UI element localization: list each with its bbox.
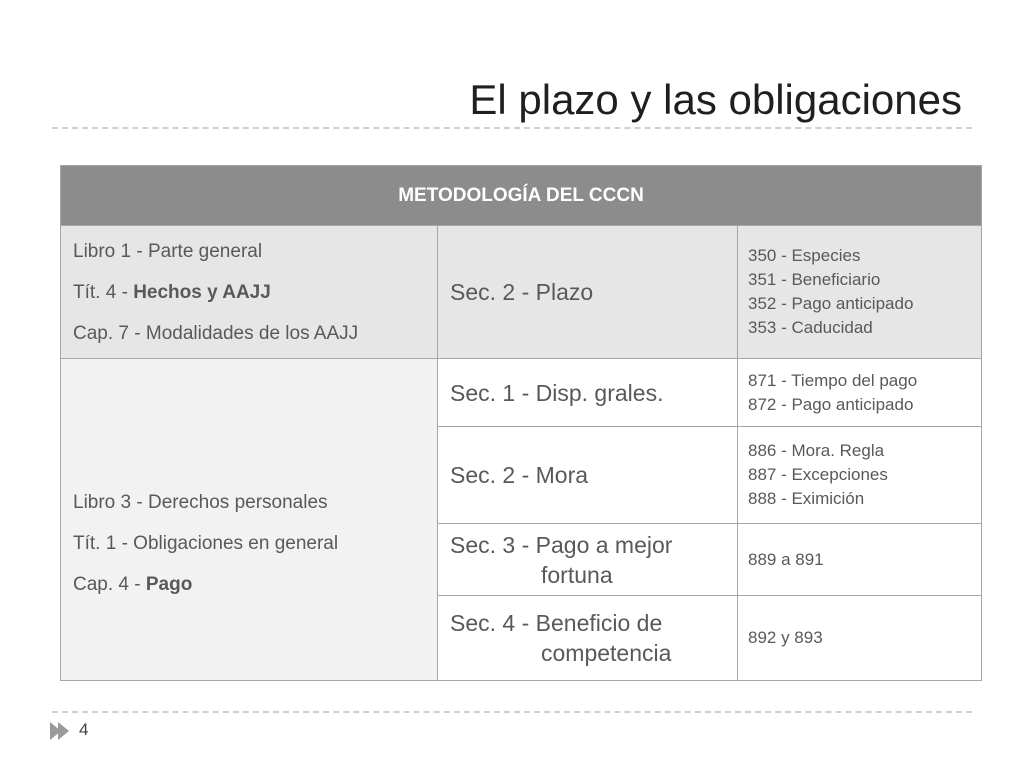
articles-cell	[738, 359, 982, 427]
article-item: 892 y 893	[748, 628, 823, 647]
book3-cell	[61, 359, 438, 681]
top-divider	[52, 127, 972, 129]
article-item: 353 - Caducidad	[748, 318, 873, 337]
section-cell: Sec. 3 - Pago a mejor fortuna	[438, 524, 738, 596]
article-item: 871 - Tiempo del pago	[748, 370, 918, 390]
articles-cell	[738, 226, 982, 359]
article-item: 887 - Excepciones	[748, 465, 888, 484]
article-item: 350 - Especies	[748, 246, 861, 265]
article-item: 889 a 891	[748, 549, 824, 569]
title-label: Tít. 4 - Hechos y AAJJ	[73, 281, 271, 303]
chapter-label: Cap. 4 - Pago	[73, 574, 193, 595]
bottom-divider	[52, 711, 972, 713]
book-label: Libro 3 - Derechos personales	[73, 492, 328, 513]
chevron-right-icon	[58, 722, 69, 740]
page-number: 4	[79, 720, 89, 739]
article-item: 352 - Pago anticipado	[748, 294, 914, 313]
article-item: 872 - Pago anticipado	[748, 394, 914, 414]
articles-cell	[738, 427, 982, 524]
articles-cell	[738, 524, 982, 596]
title-label: Tít. 1 - Obligaciones en general	[73, 533, 339, 554]
article-item: 888 - Eximición	[748, 489, 865, 508]
book1-cell	[61, 226, 438, 359]
section-cell: Sec. 4 - Beneficio de competencia	[438, 596, 738, 681]
table-row	[61, 359, 982, 427]
section-cell: Sec. 1 - Disp. grales.	[438, 359, 738, 427]
table-header-row	[61, 166, 982, 226]
article-item: 886 - Mora. Regla	[748, 441, 885, 460]
slide-title: El plazo y las obligaciones	[469, 76, 962, 123]
section-cell: Sec. 2 - Mora	[438, 427, 738, 524]
article-item: 351 - Beneficiario	[748, 270, 881, 289]
table-row	[61, 226, 982, 359]
section-cell: Sec. 2 - Plazo	[438, 226, 738, 359]
table-header: METODOLOGÍA DEL CCCN	[61, 166, 982, 226]
book-label: Libro 1 - Parte general	[73, 240, 263, 262]
articles-cell	[738, 596, 982, 681]
methodology-table	[60, 165, 982, 681]
chapter-label: Cap. 7 - Modalidades de los AAJJ	[73, 322, 359, 344]
